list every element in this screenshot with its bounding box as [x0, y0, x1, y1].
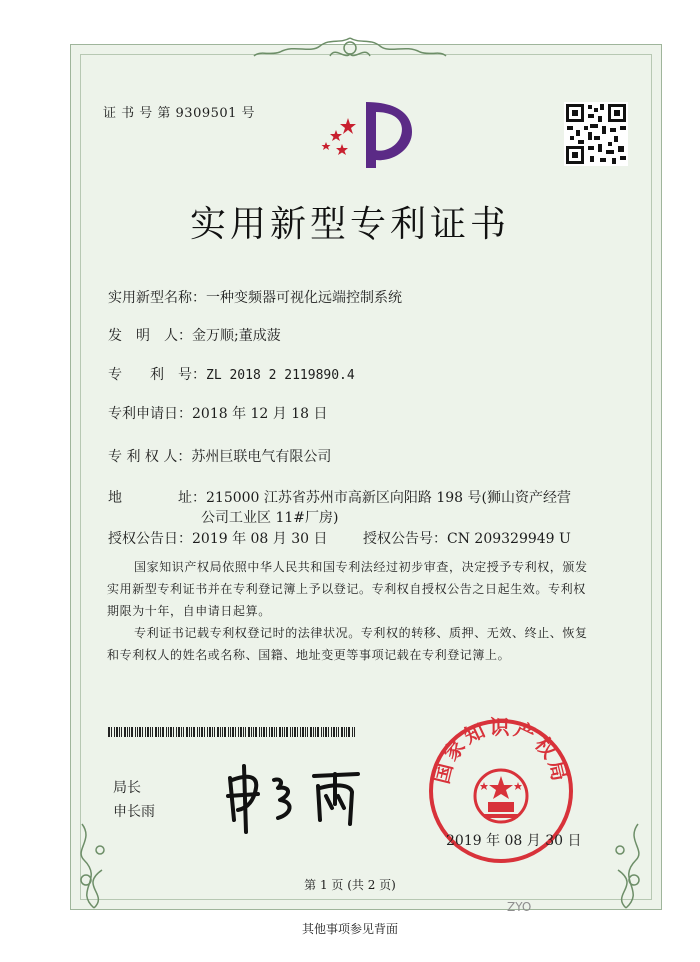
barcode-bar [232, 727, 234, 737]
address-value-line1: 215000 江苏省苏州市高新区向阳路 198 号(狮山资产经营 [206, 490, 571, 506]
barcode-bar [131, 727, 133, 737]
barcode-bar [201, 727, 203, 737]
barcode-bar [127, 727, 128, 737]
holder-value: 苏州巨联电气有限公司 [191, 449, 332, 465]
field-publication-date [108, 528, 328, 548]
barcode-bar [276, 727, 277, 737]
barcode-bar [189, 727, 190, 737]
barcode-bar [214, 727, 215, 737]
barcode-bar [282, 727, 283, 737]
barcode-bar [193, 727, 195, 737]
barcode-bar [240, 727, 242, 737]
barcode-bar [186, 727, 188, 737]
barcode-bar [217, 727, 219, 737]
barcode-bar [137, 727, 138, 737]
barcode-bar [310, 727, 312, 737]
barcode-bar [286, 727, 288, 737]
bottom-left-ornament [64, 820, 124, 910]
barcode-bar [158, 727, 159, 737]
address-value-line2: 公司工业区 11#厂房) [201, 510, 339, 526]
patent-number-label: 专 利 号： [108, 367, 206, 383]
barcode-bar [317, 727, 319, 737]
barcode-bar [160, 727, 161, 737]
barcode-bar [209, 727, 211, 737]
pub-date-label: 授权公告日： [108, 531, 192, 547]
barcode-bar [284, 727, 285, 737]
barcode-bar [108, 727, 110, 737]
barcode-bar [121, 727, 122, 737]
barcode-bar [354, 727, 355, 737]
barcode-bar [274, 727, 275, 737]
barcode-bar [150, 727, 151, 737]
barcode-bar [290, 727, 291, 737]
qr-code [564, 102, 628, 166]
barcode-bar [230, 727, 231, 737]
barcode-bar [152, 727, 153, 737]
patent-office-logo [318, 98, 416, 174]
barcode-bar [263, 727, 265, 737]
director-title: 局长 [113, 780, 141, 796]
field-utility-model-name [108, 287, 402, 307]
pub-date-value: 2019 年 08 月 30 日 [192, 531, 328, 547]
barcode-bar [344, 727, 345, 737]
filing-date-label: 专利申请日： [108, 406, 192, 422]
certificate-title: 实用新型专利证书 [189, 204, 510, 245]
barcode-bar [166, 727, 167, 737]
barcode-bar [178, 727, 180, 737]
barcode-bar [333, 727, 335, 737]
barcode-bar [129, 727, 130, 737]
barcode-bar [235, 727, 236, 737]
barcode-bar [116, 727, 118, 737]
filing-date-value: 2018 年 12 月 18 日 [192, 406, 328, 422]
barcode-bar [124, 727, 126, 737]
barcode-bar [248, 727, 250, 737]
barcode-bar [119, 727, 120, 737]
barcode-bar [346, 727, 347, 737]
barcode-bar [294, 727, 296, 737]
grant-paragraph: 国家知识产权局依照中华人民共和国专利法经过初步审查，决定授予专利权，颁发实用新型专利证书并在专利登记簿上予以登记。专利权自授权公告之日起生效。专利权期限为十年，自申请日起算。 [107, 560, 588, 618]
barcode-bar [204, 727, 205, 737]
barcode-bar [238, 727, 239, 737]
barcode-bar [228, 727, 229, 737]
barcode-bar [114, 727, 115, 737]
field-inventor [108, 325, 281, 345]
holder-label: 专 利 权 人： [108, 449, 192, 465]
top-ornament [250, 34, 450, 64]
barcode-bar [224, 727, 226, 737]
barcode-bar [176, 727, 177, 737]
barcode-bar [199, 727, 200, 737]
barcode-bar [307, 727, 308, 737]
pub-number-value: CN 209329949 U [447, 531, 571, 547]
barcode-bar [348, 727, 350, 737]
seal-date: 2019 年 08 月 30 日 [446, 833, 582, 849]
field-filing-date [108, 403, 328, 423]
barcode-bar [212, 727, 213, 737]
director-signature [218, 758, 368, 838]
barcode-bar [197, 727, 198, 737]
inventor-value: 金万顺;董成菠 [192, 328, 281, 344]
handwritten-mark: ZYO [507, 900, 532, 914]
address-label: 地 址： [108, 490, 206, 506]
barcode-bar [302, 727, 304, 737]
barcode-bar [243, 727, 244, 737]
barcode-bar [173, 727, 174, 737]
barcode-bar [142, 727, 143, 737]
field-patent-holder [108, 446, 331, 466]
barcode-bar [271, 727, 273, 737]
barcode-bar [292, 727, 293, 737]
field-patent-number [108, 364, 355, 384]
svg-text:国家知识产权局 [429, 716, 572, 786]
barcode-bar [279, 727, 281, 737]
barcode-bar [341, 727, 343, 737]
patent-number-value: ZL 2018 2 2119890.4 [206, 368, 355, 383]
barcode-bar [325, 727, 327, 737]
barcode-bar [207, 727, 208, 737]
barcode-bar [183, 727, 184, 737]
barcode-bar [336, 727, 337, 737]
barcode-bar [155, 727, 157, 737]
barcode-bar [191, 727, 192, 737]
barcode-bar [338, 727, 339, 737]
name-label: 实用新型名称： [108, 290, 206, 306]
barcode-bar [300, 727, 301, 737]
barcode-bar [139, 727, 141, 737]
barcode-bar [135, 727, 136, 737]
barcode-bar [259, 727, 260, 737]
name-value: 一种变频器可视化远端控制系统 [206, 290, 402, 306]
barcode [108, 727, 358, 737]
barcode-bar [145, 727, 146, 737]
bottom-right-ornament [596, 820, 656, 910]
barcode-bar [269, 727, 270, 737]
seal-text: 国家知识产权局 [429, 716, 573, 787]
barcode-bar [255, 727, 257, 737]
field-address [108, 487, 571, 507]
barcode-bar [162, 727, 164, 737]
barcode-bar [181, 727, 182, 737]
barcode-bar [305, 727, 306, 737]
director-name: 申长雨 [113, 804, 155, 820]
barcode-bar [147, 727, 149, 737]
barcode-bar [168, 727, 169, 737]
barcode-bar [331, 727, 332, 737]
barcode-bar [313, 727, 314, 737]
page-number: 第 1 页 (共 2 页) [304, 878, 396, 892]
barcode-bar [266, 727, 267, 737]
barcode-bar [220, 727, 221, 737]
pub-number-label: 授权公告号： [363, 531, 447, 547]
barcode-bar [222, 727, 223, 737]
barcode-bar [170, 727, 172, 737]
barcode-bar [297, 727, 298, 737]
barcode-bar [111, 727, 112, 737]
inventor-label: 发 明 人： [108, 328, 192, 344]
barcode-bar [352, 727, 353, 737]
barcode-bar [321, 727, 322, 737]
barcode-bar [261, 727, 262, 737]
back-note: 其他事项参见背面 [301, 922, 398, 936]
barcode-bar [328, 727, 329, 737]
barcode-bar [251, 727, 252, 737]
field-publication-number [363, 528, 571, 548]
certificate-number: 证 书 号 第 9309501 号 [103, 106, 256, 121]
barcode-bar [253, 727, 254, 737]
barcode-bar [315, 727, 316, 737]
legal-status-paragraph: 专利证书记载专利权登记时的法律状况。专利权的转移、质押、无效、终止、恢复和专利权人的姓名或名称、国籍、地址变更等事项记载在专利登记簿上。 [107, 626, 588, 662]
barcode-bar [245, 727, 246, 737]
barcode-bar [323, 727, 324, 737]
